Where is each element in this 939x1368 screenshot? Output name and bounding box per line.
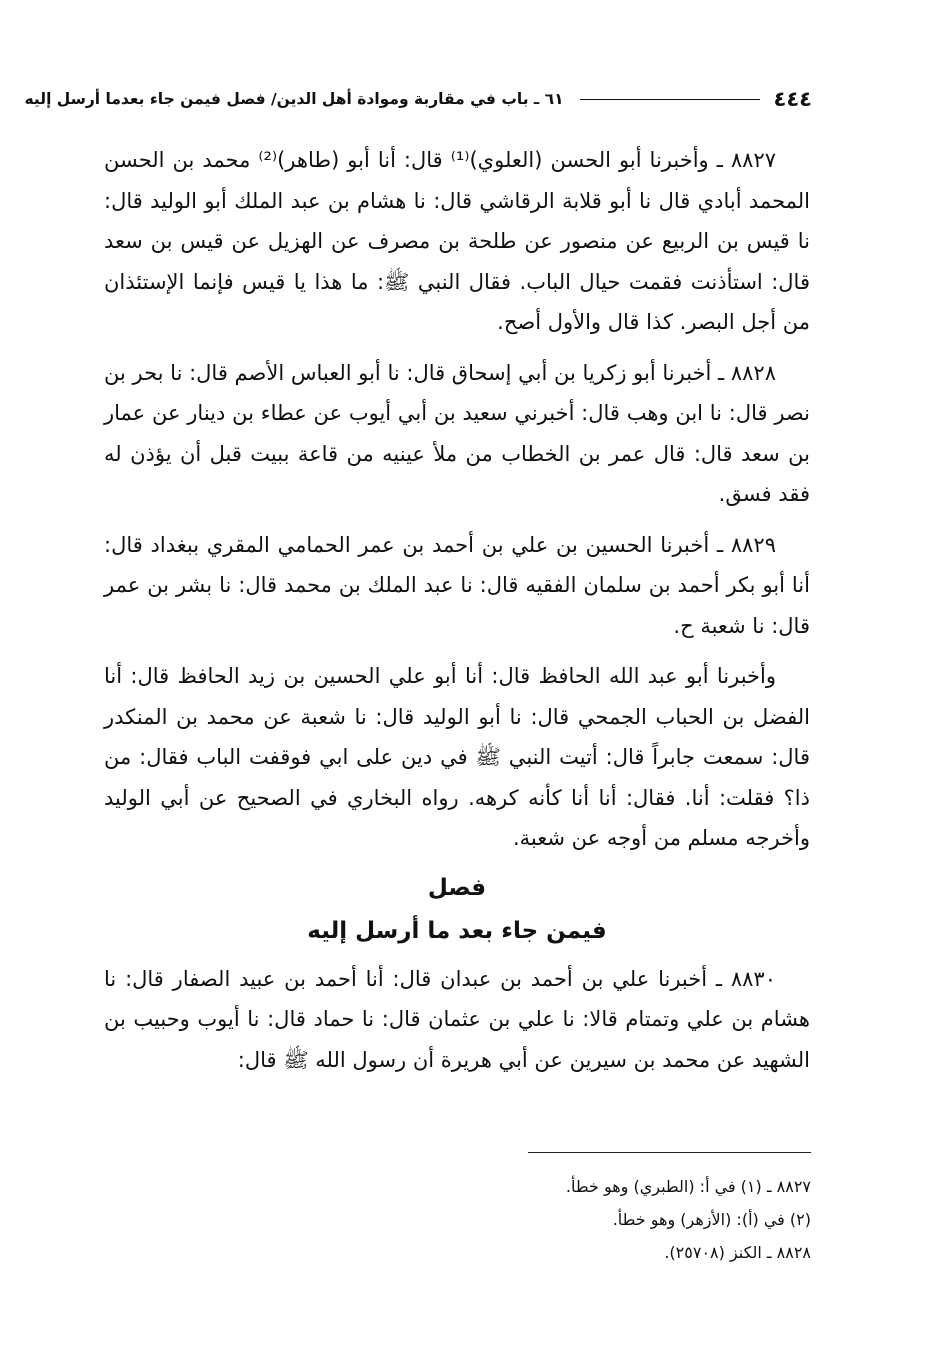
hadith-8830: ٨٨٣٠ ـ أخبرنا علي بن أحمد بن عبدان قال: أنا أحمد بن عبيد الصفار قال: نا هشام بن علي وتمتام قالا: نا علي بن عثمان قال: نا حماد قال: نا أيوب وحبيب بن الشهيد عن محمد بن سيرين عن أبي هريرة أن رسول الله ﷺ قال:	[104, 966, 810, 1072]
section-heading: فصل	[427, 874, 487, 901]
hadith-8829-second-chain: وأخبرنا أبو عبد الله الحافظ قال: أنا أبو علي الحسين بن زيد الحافظ قال: أنا الفضل بن الحباب الجمحي قال: نا أبو الوليد قال: نا شعبة عن محمد بن المنكدر قال: سمعت جابراً قال: أتيت النبي ﷺ في دين على ابي فوقفت الباب فقال: من ذا؟ فقلت: أنا. فقال: أنا أنا كأنه كرهه. رواه البخاري في الصحيح عن أبي الوليد وأخرجه مسلم من أوجه عن شعبة.	[104, 664, 810, 850]
running-header	[24, 84, 812, 114]
footnote-rule	[528, 1152, 811, 1153]
footnote-1: ٨٨٢٧ ـ (١) في أ: (الطبري) وهو خطأ.	[565, 1177, 811, 1196]
section-subheading: فيمن جاء بعد ما أرسل إليه	[307, 917, 607, 944]
hadith-8828: ٨٨٢٨ ـ أخبرنا أبو زكريا بن أبي إسحاق قال: نا أبو العباس الأصم قال: نا بحر بن نصر قال: نا ابن وهب قال: أخبرني سعيد بن أبي أيوب عن عطاء بن دينار عن عمار بن سعد قال: قال عمر بن الخطاب من ملأ عينيه من قاعة ببيت قبل أن يؤذن له فقد فسق.	[104, 360, 810, 506]
page-number: ٤٤٤	[773, 87, 812, 111]
footnote-3: ٨٨٢٨ ـ الكنز (٢٥٧٠٨).	[664, 1243, 811, 1262]
footnote-2: (٢) في (أ): (الأزهر) وهو خطأ.	[612, 1210, 811, 1229]
running-title: ٦١ ـ باب في مقاربة وموادة أهل الدين/ فصل فيمن جاء بعدما أرسل إليه	[24, 90, 564, 108]
footnotes	[331, 1170, 811, 1269]
hadith-8827: ٨٨٢٧ ـ وأخبرنا أبو الحسن (العلوي)⁽¹⁾ قال: أنا أبو (طاهر)⁽²⁾ محمد بن الحسن المحمد أبادي قال نا أبو قلابة الرقاشي قال: نا هشام بن عبد الملك أبو الوليد قال: نا قيس بن الربيع عن منصور عن طلحة بن مصرف عن الهزيل عن قيس بن سعد قال: استأذنت فقمت حيال الباب. فقال النبي ﷺ: ما هذا يا قيس فإنما الإستئذان من أجل البصر. كذا قال والأول أصح.	[104, 148, 810, 334]
hadith-8829: ٨٨٢٩ ـ أخبرنا الحسين بن علي بن أحمد بن عمر الحمامي المقري ببغداد قال: أنا أبو بكر أحمد بن سلمان الفقيه قال: نا عبد الملك بن محمد قال: نا بشر بن عمر قال: نا شعبة ح.	[104, 532, 810, 638]
main-text	[104, 140, 810, 1090]
header-rule	[580, 99, 760, 100]
